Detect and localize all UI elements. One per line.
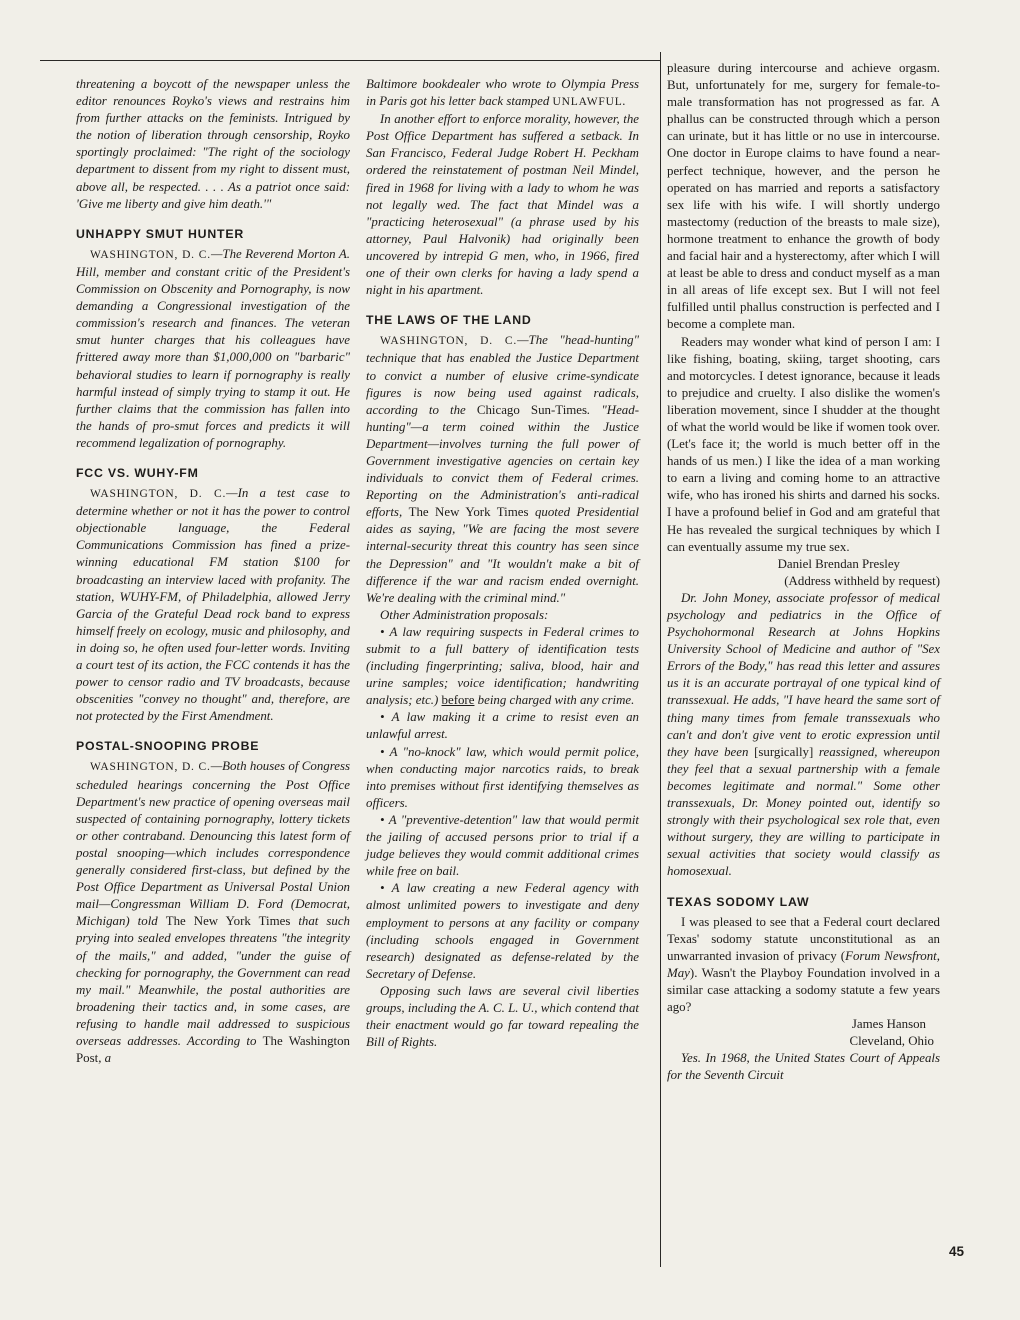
dateline: WASHINGTON, D. C.	[380, 335, 518, 348]
postal-text: that such prying into sealed envelopes threatens "the integrity of the mails," and added, "under the guise of checking for pornography, the Government can read my mail." Meanwhile, the postal authorities are broadening their tactics and, in some cases, are refusing to handle mail addressed to suspicious overseas addresses. According to	[76, 914, 350, 1048]
publication-name: The Washington Post	[76, 1033, 350, 1066]
editor-reply-texas: Yes. In 1968, the United States Court of Appeals for the Seventh Circuit	[667, 1051, 940, 1083]
headline-postal-snooping: POSTAL-SNOOPING PROBE	[76, 739, 260, 754]
emphasis-before: before	[441, 693, 475, 708]
reply-text: reassigned, whereupon they feel that a sexual partnership with a female becomes legitimate and normal." Some other transsexuals, Dr. Money pointed out, identify so strongly with their psychological sex role that, even without surgery, they are willing to participate in sexual activities that society would classify as homosexual.	[667, 744, 940, 879]
bullet-item: • A "no-knock" law, which would permit police, when conducting major narcotics raids, to break into premises without first identifying themselves as officers.	[366, 744, 639, 810]
headline-texas-sodomy-law: TEXAS SODOMY LAW	[667, 894, 810, 909]
publication-name: The New York Times	[408, 505, 529, 520]
reply-text: Dr. John Money, associate professor of medical psychology and pediatrics in the Office of Psychohormonal Research at Johns Hopkins University School of Medicine and author of "Sex Errors of the Body," has read this letter and assures us it is an accurate portrayal of one typical kind of transsexual. He adds, "I have heard the same sort of thing many times from female transsexuals who can't and don't give vent to erotic expression until they have been	[667, 590, 940, 759]
opposition-paragraph: Opposing such laws are several civil liberties groups, including the A. C. L. U., which contend that their enactment would go far toward repealing the Bill of Rights.	[366, 983, 639, 1050]
dateline: WASHINGTON, D. C.	[90, 488, 227, 501]
top-rule	[40, 60, 660, 61]
laws-paragraph	[366, 332, 639, 607]
dateline: WASHINGTON, D. C.	[90, 248, 211, 261]
texas-text: I was pleased to see that a Federal court declared Texas' sodomy statute unconstitutional as an unwarranted invasion of privacy (	[667, 914, 940, 963]
dateline: WASHINGTON, D. C.	[90, 761, 211, 774]
column-left	[76, 76, 350, 1067]
smut-hunter-text: —The Reverend Morton A. Hill, member and constant critic of the President's Commission on Obscenity and Pornography, is now demanding a Congressional investigation of the commission's research and finances. The veteran smut hunter charges that his colleagues have frittered away more than $1,000,000 on "barbaric" behavioral studies to learn if pornography is really harmful instead of simply trying to stamp it out. He further claims that the commission has fallen into the hands of pro-smut forces and predicts it will recommend legalization of pornography.	[76, 246, 350, 450]
laws-text: . "Head-hunting"—a term coined within the Justice Department—involves turning the full power of Government investigative agencies on certain key individuals to convict them of Federal crimes. Reporting on the Administration's anti-radical efforts,	[366, 402, 639, 520]
column-divider	[660, 52, 661, 1267]
postal-paragraph	[76, 758, 350, 1067]
editor-reply	[667, 590, 940, 881]
bullet-text: • A law requiring suspects in Federal crimes to submit to a full battery of identification tests (including fingerprinting; saliva, blood, hair and urine samples; voice identification; handwriting analysis; etc.)	[366, 624, 639, 708]
texas-text: ). Wasn't the Playboy Foundation involved in a similar case attacking a sodomy statute a few years ago?	[667, 965, 940, 1015]
intro-paragraph: threatening a boycott of the newspaper unless the editor renounces Royko's views and restrains him from further attacks on the feminists. Intrigued by the notion of liberation through censorship, Royko sportingly proclaimed: "The right of the sociology department to dissent from my right to dissent must, above all, be respected. . . . As a patriot once said: 'Give me liberty and give him death.'"	[76, 77, 350, 211]
fcc-paragraph	[76, 485, 350, 725]
letter-signature-address: (Address withheld by request)	[784, 573, 940, 588]
letter-signature-name: Daniel Brendan Presley	[777, 556, 900, 571]
fcc-text: —In a test case to determine whether or not it has the power to control objectionable language, the Federal Communications Commission has fined a prize-winning educational FM station $100 for broadcasting an interview laced with profanity. The station, WUHY-FM, of Philadelphia, allowed Jerry Garcia of the Grateful Dead rock band to express himself freely on ecology, music and philosophy, and in doing so, he often used four-letter words. Inviting a court test of its action, the FCC contends it has the power to censor radio and TV broadcasts, because obscenities "convey no thought" and, therefore, are not protected by the First Amendment.	[76, 486, 351, 724]
laws-text: quoted Presidential aides as saying, "We are facing the most severe internal-security threat this country has seen since the Depression" and "It wouldn't make a bit of difference if the war and racism ended overnight. We're dealing with the criminal mind."	[366, 505, 639, 605]
mindel-paragraph: In another effort to enforce morality, however, the Post Office Department has suffered a setback. In San Francisco, Federal Judge Robert H. Peckham ordered the reinstatement of postman Neil Mindel, fired in 1968 for living with a lady to whom he was not legally wed. The fact that Mindel was a "practicing heterosexual" (a phrase used by his attorney, Paul Halvonik) had originally been uncovered by intrepid G men, who, in 1966, fired one of their own clerks for having a lady spend a night in his apartment.	[366, 112, 639, 298]
other-proposals-paragraph: Other Administration proposals:	[380, 607, 549, 622]
texas-letter-paragraph	[667, 914, 940, 1017]
publication-name: The New York Times	[165, 914, 291, 929]
headline-laws-of-the-land: THE LAWS OF THE LAND	[366, 313, 532, 328]
column-middle	[366, 76, 639, 1051]
stamp-word: UNLAWFUL	[552, 96, 623, 109]
texas-signature-name: James Hanson	[851, 1017, 926, 1032]
continued-text: Baltimore bookdealer who wrote to Olympia Press in Paris got his letter back stamped	[366, 77, 639, 109]
bullet-item: • A "preventive-detention" law that would permit the jailing of accused persons prior to trial if a judge believes they would commit additional crimes while free on bail.	[366, 812, 639, 879]
continued-text: .	[622, 94, 626, 109]
letter-paragraph: Readers may wonder what kind of person I am: I like fishing, boating, skiing, target shooting, cars and motorcycles. I detest ignorance, because it leads to prejudice and cruelty. I also dislike the women's liberation movement, since I shudder at the thought of what the world would be like if women took over. (Let's face it; the world is much better off in the hands of us men.) I like the idea of a man working to earn a living and coming home to an attractive wife, who has ironed his shirts and darned his socks. I have a profound belief in God and am grateful that He has revealed the surgical techniques by which I can eventually assume my true sex.	[667, 334, 940, 554]
publication-name: Chicago Sun-Times	[476, 402, 588, 417]
continued-paragraph	[366, 76, 639, 111]
smut-hunter-paragraph	[76, 246, 350, 452]
headline-smut-hunter: UNHAPPY SMUT HUNTER	[76, 226, 245, 241]
bullet-item	[366, 624, 639, 709]
postal-text: , a	[98, 1051, 112, 1066]
texas-signature-place: Cleveland, Ohio	[849, 1034, 934, 1049]
bullet-item: • A law making it a crime to resist even an unlawful arrest.	[366, 710, 639, 742]
page-number: 45	[949, 1244, 965, 1259]
headline-fcc: FCC VS. WUHY-FM	[76, 465, 199, 480]
letter-paragraph: pleasure during intercourse and achieve orgasm. But, unfortunately for me, surgery for female-to-male transformation has not progressed as far. A phallus can be constructed through which a person can urinate, but it has little or no use in intercourse. One doctor in Europe claims to have found a near-perfect technique, however, and the person he operated on has married and reports a satisfactory sex life with his wife. I will shortly undergo mastectomy (reduction of the breasts to male size), hormone treatment to enhance the growth of body and facial hair and a hysterectomy, after which I will at least be able to dress and conduct myself as a man in all areas of life except sex. But I will not feel fulfilled until phallus construction is perfected and I become a complete man.	[667, 61, 940, 332]
forum-reference: Forum Newsfront, May	[667, 948, 940, 980]
column-right	[667, 60, 940, 1085]
bullet-text: being charged with any crime.	[474, 693, 635, 708]
bullet-item: • A law creating a new Federal agency with almost unlimited powers to investigate and deny employment to persons at any facility or company (including schools engaged in Government research) designated as defense-related by the Secretary of Defense.	[366, 881, 639, 981]
laws-text: —The "head-hunting" technique that has enabled the Justice Department to convict a number of elusive crime-syndicate figures is now being used against radicals, according to the	[366, 333, 639, 417]
postal-text: —Both houses of Congress scheduled hearings concerning the Post Office Department's new practice of opening overseas mail suspected of containing pornography, lottery tickets or other contraband. Denouncing this latest form of postal snooping—which includes correspondence generally considered first-class, but defined by the Post Office Department as Universal Postal Union mail—Congressman William D. Ford (Democrat, Michigan) told	[76, 759, 350, 929]
reply-bracket: [surgically]	[754, 744, 814, 759]
